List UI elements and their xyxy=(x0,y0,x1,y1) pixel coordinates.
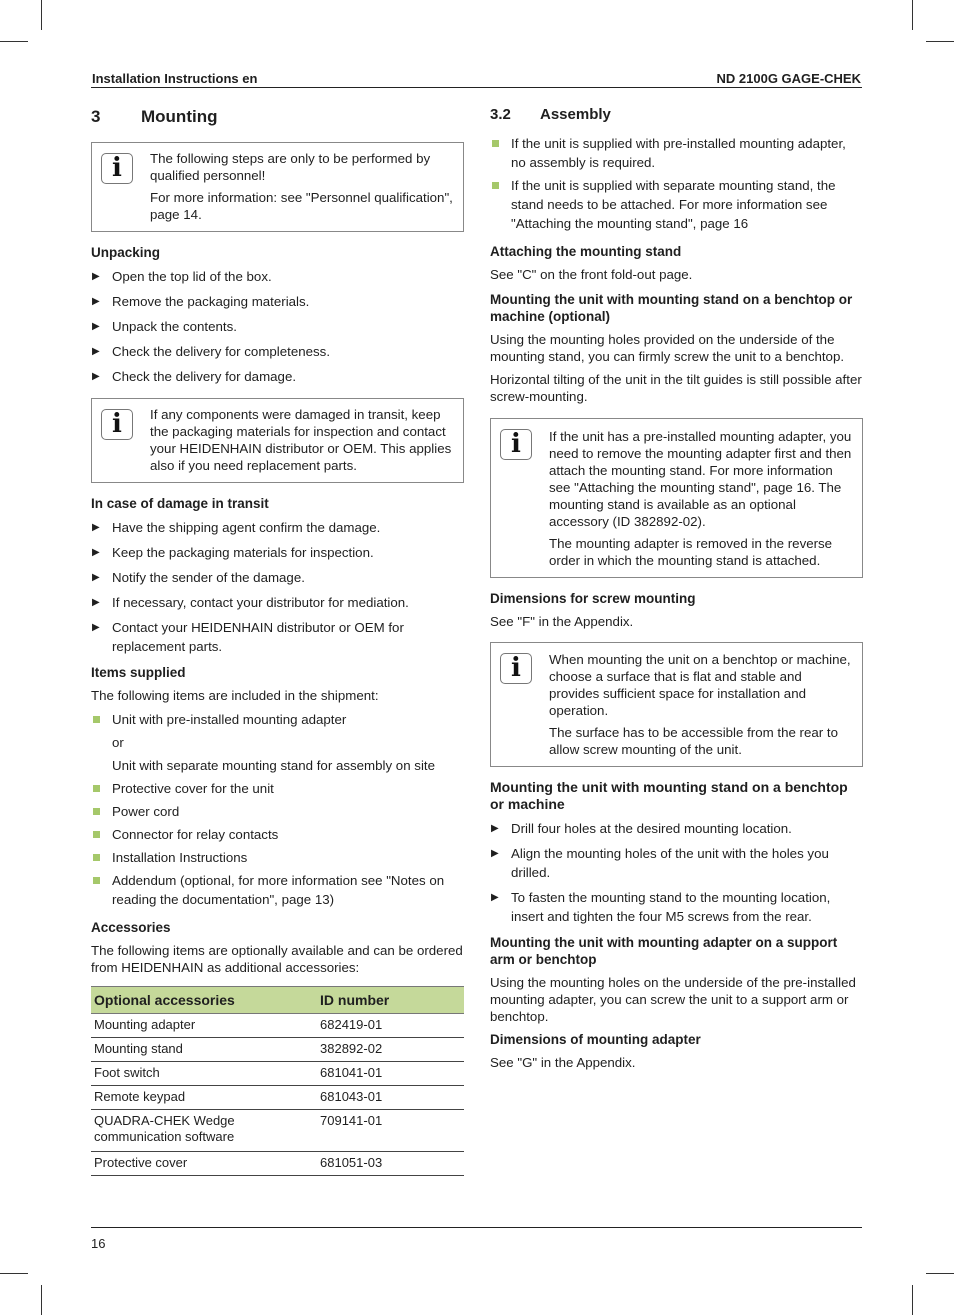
list-item: Connector for relay contacts xyxy=(91,825,464,844)
crop-mark xyxy=(0,1273,28,1274)
info-note-damaged-components xyxy=(91,398,464,483)
table-cell: Mounting stand xyxy=(91,1038,317,1062)
arrow-icon: ▶ xyxy=(92,597,100,608)
step-item: ▶ Notify the sender of the damage. xyxy=(92,570,305,585)
table-row xyxy=(91,1152,464,1176)
square-bullet-icon xyxy=(93,877,100,884)
table-cell: Foot switch xyxy=(91,1062,317,1086)
assembly-bullets xyxy=(490,134,863,233)
square-bullet-icon xyxy=(93,716,100,723)
damage-steps xyxy=(91,518,464,656)
step-item: ▶ Contact your HEIDENHAIN distributor or OEM for replacement parts. xyxy=(92,620,404,654)
crop-mark xyxy=(912,1285,913,1315)
step-item: ▶ Have the shipping agent confirm the damage. xyxy=(92,520,381,535)
dims-adapter-heading: Dimensions of mounting adapter xyxy=(490,1032,701,1047)
arrow-icon: ▶ xyxy=(92,371,100,382)
step-item: ▶ Align the mounting holes of the unit with the holes you drilled. xyxy=(491,846,829,880)
accessories-table xyxy=(91,986,464,1176)
step-item: ▶ If necessary, contact your distributor for mediation. xyxy=(92,595,409,610)
accessories-heading: Accessories xyxy=(91,920,171,935)
table-cell: 682419-01 xyxy=(317,1014,464,1038)
benchtop-steps xyxy=(490,819,863,926)
note-text: If the unit has a pre-installed mounting adapter, you need to remove the mounting adapter first and then attach the mounting stand. For more information see "Attaching the mounting stand", page 16. The mounting stand is available as an optional accessory (ID 382892-02). xyxy=(549,429,852,529)
column-header: Optional accessories xyxy=(91,987,317,1014)
table-row xyxy=(91,1086,464,1110)
square-bullet-icon xyxy=(93,831,100,838)
section-number: 3 xyxy=(91,107,101,126)
section-number: 3.2 xyxy=(490,106,511,123)
info-note-pre-installed-adapter xyxy=(490,418,863,578)
column-header: ID number xyxy=(317,987,464,1014)
info-note-qualified-personnel xyxy=(91,142,464,232)
note-text: The surface has to be accessible from the rear to allow screw mounting of the unit. xyxy=(549,725,838,757)
page-number: 16 xyxy=(91,1236,106,1251)
dims-screw-heading: Dimensions for screw mounting xyxy=(490,591,696,606)
table-cell: QUADRA-CHEK Wedge communication software xyxy=(91,1110,317,1152)
list-item: Addendum (optional, for more information see "Notes on reading the documentation", page 13) xyxy=(91,871,464,909)
left-column xyxy=(91,106,464,1176)
crop-mark xyxy=(41,1285,42,1315)
unpacking-steps xyxy=(91,267,464,386)
arrow-icon: ▶ xyxy=(92,321,100,332)
table-cell: 709141-01 xyxy=(317,1110,464,1152)
section-heading-assembly xyxy=(490,105,863,125)
table-cell: 382892-02 xyxy=(317,1038,464,1062)
section-title: Assembly xyxy=(540,106,611,123)
square-bullet-icon xyxy=(93,854,100,861)
accessories-intro: The following items are optionally available and can be ordered from HEIDENHAIN as additional accessories: xyxy=(91,943,463,975)
arrow-icon: ▶ xyxy=(92,522,100,533)
header-product-name: ND 2100G GAGE-CHEK xyxy=(716,71,861,86)
crop-mark xyxy=(926,41,954,42)
adapter-heading: Mounting the unit with mounting adapter on a support arm or benchtop xyxy=(490,935,838,967)
paragraph: Horizontal tilting of the unit in the tilt guides is still possible after screw-mounting. xyxy=(490,372,862,404)
note-text: The mounting adapter is removed in the reverse order in which the mounting stand is attached. xyxy=(549,536,833,568)
list-item: If the unit is supplied with pre-installed mounting adapter, no assembly is required. xyxy=(490,134,863,172)
info-note-mounting-surface xyxy=(490,642,863,767)
table-row xyxy=(91,1062,464,1086)
arrow-icon: ▶ xyxy=(92,572,100,583)
square-bullet-icon xyxy=(93,808,100,815)
items-list xyxy=(91,710,464,909)
list-item: Power cord xyxy=(91,802,464,821)
table-cell: Remote keypad xyxy=(91,1086,317,1110)
list-item-or: or xyxy=(112,735,124,750)
info-icon: i xyxy=(101,409,133,440)
crop-mark xyxy=(926,1273,954,1274)
square-bullet-icon xyxy=(492,140,499,147)
note-text: The following steps are only to be performed by qualified personnel! xyxy=(150,151,431,183)
page-header xyxy=(91,68,862,88)
table-row xyxy=(91,1014,464,1038)
table-cell: 681043-01 xyxy=(317,1086,464,1110)
attaching-text: See "C" on the front fold-out page. xyxy=(490,267,693,282)
note-text: When mounting the unit on a benchtop or machine, choose a surface that is flat and stable and provides sufficient space for installation and operation. xyxy=(549,652,851,718)
arrow-icon: ▶ xyxy=(92,296,100,307)
unpacking-heading: Unpacking xyxy=(91,245,161,260)
table-cell: Protective cover xyxy=(91,1152,317,1176)
arrow-icon: ▶ xyxy=(92,346,100,357)
arrow-icon: ▶ xyxy=(92,622,100,633)
footer-rule xyxy=(91,1227,862,1228)
info-icon: i xyxy=(500,653,532,684)
section-title: Mounting xyxy=(141,107,218,126)
info-icon: i xyxy=(101,153,133,184)
items-intro: The following items are included in the shipment: xyxy=(91,688,379,703)
square-bullet-icon xyxy=(93,785,100,792)
adapter-text: Using the mounting holes on the underside of the pre-installed mounting adapter, you can screw the unit to a support arm or benchtop. xyxy=(490,975,856,1024)
list-item: Unit with pre-installed mounting adapter xyxy=(91,710,464,729)
step-item: ▶ Open the top lid of the box. xyxy=(92,269,272,284)
paragraph: Using the mounting holes provided on the underside of the mounting stand, you can firmly screw the unit to a benchtop. xyxy=(490,332,845,364)
crop-mark xyxy=(41,0,42,30)
table-cell: 681041-01 xyxy=(317,1062,464,1086)
items-supplied-heading: Items supplied xyxy=(91,665,186,680)
info-icon: i xyxy=(500,429,532,460)
table-header-row xyxy=(91,987,464,1014)
arrow-icon: ▶ xyxy=(491,892,499,903)
arrow-icon: ▶ xyxy=(491,823,499,834)
table-cell: Mounting adapter xyxy=(91,1014,317,1038)
dims-screw-text: See "F" in the Appendix. xyxy=(490,614,634,629)
damage-heading: In case of damage in transit xyxy=(91,496,269,511)
step-item: ▶ Check the delivery for damage. xyxy=(92,369,297,384)
square-bullet-icon xyxy=(492,182,499,189)
note-text: If any components were damaged in transit, keep the packaging materials for inspection and contact your HEIDENHAIN distributor or OEM. This applies also if you need replacement parts. xyxy=(150,407,452,473)
attaching-heading: Attaching the mounting stand xyxy=(490,244,682,259)
arrow-icon: ▶ xyxy=(92,271,100,282)
crop-mark xyxy=(0,41,28,42)
right-column xyxy=(490,105,863,1077)
step-item: ▶ Unpack the contents. xyxy=(92,319,237,334)
note-text: For more information: see "Personnel qualification", page 14. xyxy=(150,190,453,222)
step-item: ▶ Keep the packaging materials for inspection. xyxy=(92,545,374,560)
benchtop-optional-heading: Mounting the unit with mounting stand on a benchtop or machine (optional) xyxy=(490,292,853,324)
table-row xyxy=(91,1038,464,1062)
arrow-icon: ▶ xyxy=(92,547,100,558)
list-item: If the unit is supplied with separate mounting stand, the stand needs to be attached. For more information see "Attaching the mounting stand", page 16 xyxy=(490,176,863,233)
table-row xyxy=(91,1110,464,1152)
list-item: Protective cover for the unit xyxy=(91,779,464,798)
dims-adapter-text: See "G" in the Appendix. xyxy=(490,1055,636,1070)
step-item: ▶ Drill four holes at the desired mounting location. xyxy=(491,821,792,836)
crop-mark xyxy=(912,0,913,30)
section-heading-mounting xyxy=(91,106,464,128)
arrow-icon: ▶ xyxy=(491,848,499,859)
header-doc-title: Installation Instructions en xyxy=(92,71,258,86)
step-item: ▶ Check the delivery for completeness. xyxy=(92,344,331,359)
step-item: ▶ To fasten the mounting stand to the mounting location, insert and tighten the four M5 screws from the rear. xyxy=(491,890,831,924)
list-item-alt: Unit with separate mounting stand for assembly on site xyxy=(112,758,435,773)
benchtop-heading: Mounting the unit with mounting stand on a benchtop or machine xyxy=(490,779,848,812)
table-cell: 681051-03 xyxy=(317,1152,464,1176)
step-item: ▶ Remove the packaging materials. xyxy=(92,294,310,309)
list-item: Installation Instructions xyxy=(91,848,464,867)
